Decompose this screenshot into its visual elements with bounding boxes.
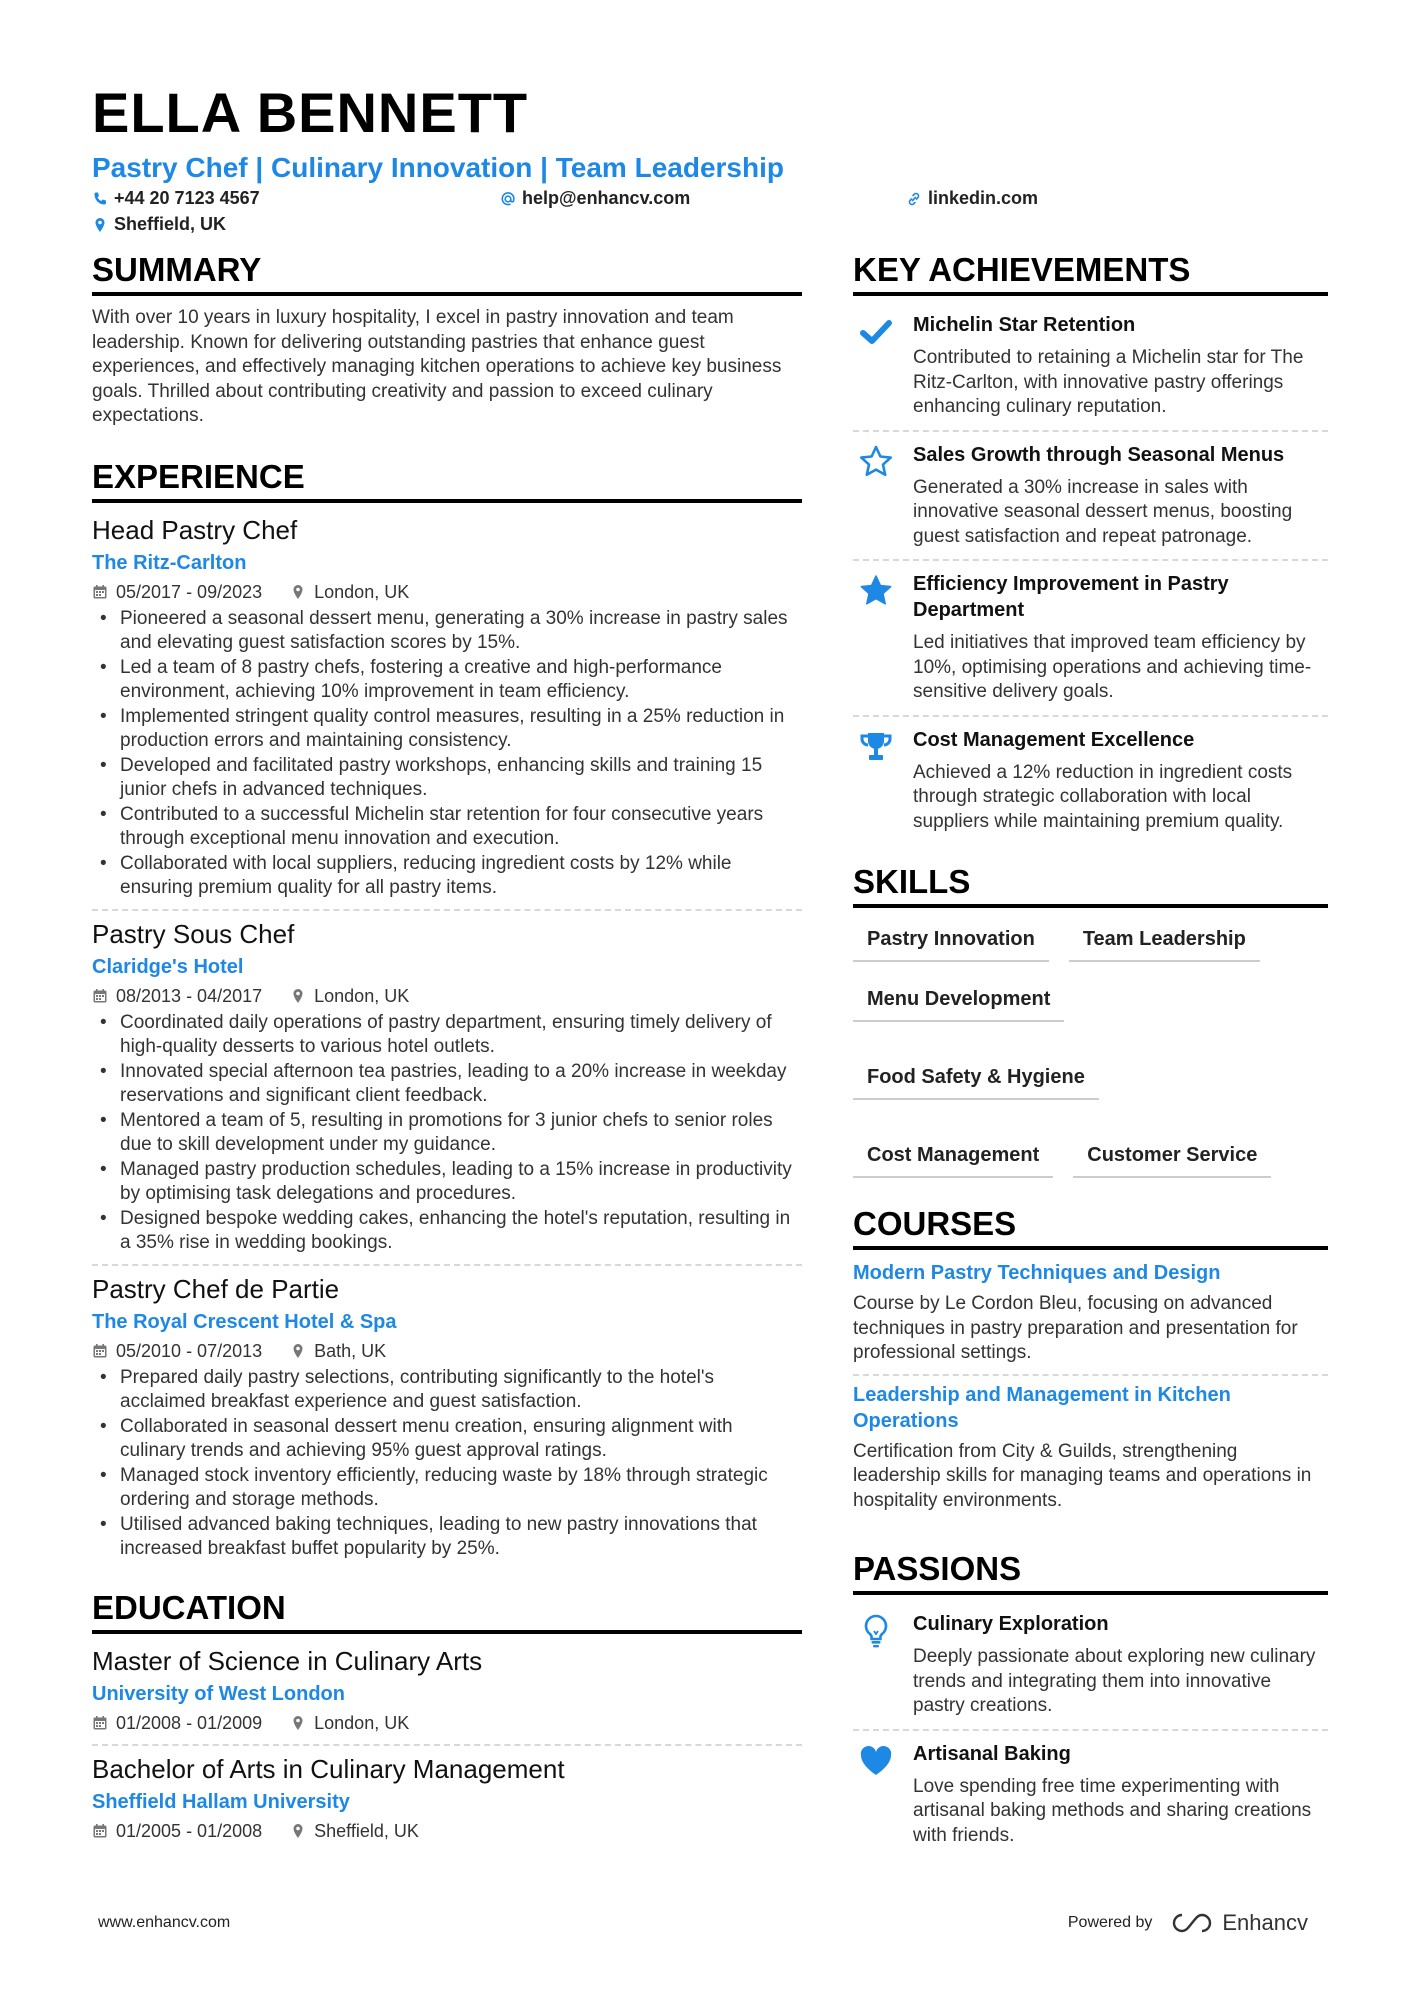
job-location <box>290 579 409 605</box>
divider <box>853 430 1328 432</box>
bullet-item: • Led a team of 8 pastry chefs, fostering a creative and high-performance environment, achieving 10% improvement in team efficiency. <box>92 656 802 705</box>
achievement-title: Efficiency Improvement in Pastry Department <box>913 573 1229 621</box>
skill-tag: Menu Development <box>853 980 1064 1022</box>
courses-heading: COURSES <box>853 1204 1328 1250</box>
achievement-title: Cost Management Excellence <box>913 728 1195 751</box>
bullet-item: • Collaborated with local suppliers, reducing ingredient costs by 12% while ensuring premium quality for all pastry items. <box>92 852 802 901</box>
divider <box>92 1744 802 1746</box>
course-desc: Certification from City & Guilds, strengthening leadership skills for managing teams and operations in hospitality environments. <box>853 1440 1312 1511</box>
summary-text: With over 10 years in luxury hospitality, I excel in pastry innovation and team leadership. Known for delivering outstanding pastries that enhance guest experiences, and effectively managing kitchen operations to achieve key business goals. Thrilled about contributing creativity and passion to exceed culinary expectations. <box>92 307 782 426</box>
powered-by <box>1068 1910 1308 1936</box>
job-bullets <box>92 607 802 901</box>
skill-tag: Cost Management <box>853 1136 1053 1178</box>
education-dates <box>92 1710 262 1736</box>
email-text: help@enhancv.com <box>522 188 691 208</box>
experience-heading: EXPERIENCE <box>92 457 802 503</box>
location-pin-icon <box>92 217 108 233</box>
job-company: The Ritz-Carlton <box>92 551 247 574</box>
bullet-item: • Mentored a team of 5, resulting in promotions for 3 junior chefs to senior roles due to skill development under my guidance. <box>92 1109 802 1158</box>
job-company: The Royal Crescent Hotel & Spa <box>92 1310 397 1333</box>
achievement-desc: Led initiatives that improved team efficiency by 10%, optimising operations and achieving time-sensitive delivery goals. <box>913 632 1312 702</box>
job-entry <box>92 513 802 901</box>
course-desc: Course by Le Cordon Bleu, focusing on advanced techniques in pastry preparation and presentation for professional settings. <box>853 1293 1298 1363</box>
achievement-title: Sales Growth through Seasonal Menus <box>913 443 1285 466</box>
job-meta <box>92 983 802 1009</box>
linkedin-contact[interactable] <box>906 188 1038 209</box>
website-link[interactable]: www.enhancv.com <box>98 1914 231 1931</box>
job-dates <box>92 983 262 1009</box>
passion-title: Culinary Exploration <box>913 1613 1109 1635</box>
skills-heading: SKILLS <box>853 862 1328 908</box>
phone-contact <box>92 188 260 209</box>
star-filled-icon <box>858 573 894 609</box>
divider <box>853 1374 1328 1376</box>
education-meta <box>92 1818 802 1844</box>
job-dates-text: 05/2010 - 07/2013 <box>116 1340 263 1361</box>
education-entry <box>92 1752 802 1844</box>
trophy-icon <box>858 729 894 765</box>
location-pin-icon <box>290 1715 306 1731</box>
brand-logo[interactable] <box>1170 1910 1308 1936</box>
skills-list <box>853 920 1328 1178</box>
job-bullets <box>92 1366 802 1562</box>
school-name: Sheffield Hallam University <box>92 1790 350 1813</box>
achievement-desc: Contributed to retaining a Michelin star for The Ritz-Carlton, with innovative pastry offerings enhancing culinary reputation. <box>913 347 1304 417</box>
calendar-icon <box>92 988 108 1004</box>
skill-tag: Pastry Innovation <box>853 920 1049 962</box>
job-title: Head Pastry Chef <box>92 514 298 545</box>
education-entry <box>92 1644 802 1736</box>
job-entry <box>92 1272 802 1562</box>
passion-desc: Deeply passionate about exploring new culinary trends and integrating them into innovative pastry creations. <box>913 1646 1316 1716</box>
achievement-desc: Generated a 30% increase in sales with innovative seasonal dessert menus, boosting guest satisfaction and repeat patronage. <box>913 476 1293 547</box>
job-location <box>290 1338 386 1364</box>
achievement-item <box>853 436 1328 558</box>
passion-desc: Love spending free time experimenting with artisanal baking methods and sharing creations with friends. <box>913 1775 1312 1846</box>
location-pin-icon <box>290 584 306 600</box>
calendar-icon <box>92 1343 108 1359</box>
email-contact[interactable] <box>500 188 690 209</box>
location-contact <box>92 214 226 235</box>
star-outline-icon <box>858 444 894 480</box>
job-dates-text: 05/2017 - 09/2023 <box>116 581 263 602</box>
bullet-item: • Utilised advanced baking techniques, leading to new pastry innovations that increased breakfast buffet popularity by 25%. <box>92 1513 802 1562</box>
course-title: Leadership and Management in Kitchen Operations <box>853 1383 1231 1432</box>
bullet-item: • Prepared daily pastry selections, contributing significantly to the hotel's acclaimed breakfast experience and guest satisfaction. <box>92 1366 802 1415</box>
education-heading: EDUCATION <box>92 1588 802 1634</box>
bullet-item: • Implemented stringent quality control measures, resulting in a 25% reduction in production errors and maintaining consistency. <box>92 705 802 754</box>
location-pin-icon <box>290 1823 306 1839</box>
enhancv-logo-icon <box>1170 1911 1216 1935</box>
right-column <box>853 250 1328 1856</box>
divider <box>853 1729 1328 1731</box>
degree-title: Bachelor of Arts in Culinary Management <box>92 1753 565 1784</box>
job-location-text: Bath, UK <box>314 1340 387 1361</box>
heart-icon <box>858 1743 894 1779</box>
at-icon <box>500 191 516 207</box>
location-pin-icon <box>290 988 306 1004</box>
education-location-text: Sheffield, UK <box>314 1820 419 1841</box>
job-meta <box>92 1338 802 1364</box>
achievement-item <box>853 565 1328 713</box>
passion-item <box>853 1605 1328 1727</box>
achievement-title: Michelin Star Retention <box>913 314 1136 336</box>
school-name: University of West London <box>92 1682 345 1705</box>
degree-title: Master of Science in Culinary Arts <box>92 1645 483 1676</box>
phone-icon <box>92 191 108 207</box>
phone-text: +44 20 7123 4567 <box>114 188 260 208</box>
bullet-item: • Coordinated daily operations of pastry department, ensuring timely delivery of high-quality desserts to various hotel outlets. <box>92 1011 802 1060</box>
job-entry <box>92 917 802 1256</box>
passion-title: Artisanal Baking <box>913 1742 1071 1765</box>
bullet-item: • Pioneered a seasonal dessert menu, generating a 30% increase in pastry sales and elevating guest satisfaction scores by 15%. <box>92 607 802 656</box>
achievements-heading: KEY ACHIEVEMENTS <box>853 250 1328 296</box>
summary-heading: SUMMARY <box>92 250 802 296</box>
job-company: Claridge's Hotel <box>92 955 244 978</box>
education-dates-text: 01/2005 - 01/2008 <box>116 1820 263 1841</box>
location-text: Sheffield, UK <box>114 214 227 234</box>
course-item <box>853 1382 1328 1514</box>
education-location <box>290 1710 409 1736</box>
bullet-item: • Designed bespoke wedding cakes, enhancing the hotel's reputation, resulting in a 35% rise in wedding bookings. <box>92 1207 802 1256</box>
left-column <box>92 250 802 1850</box>
bullet-item: • Managed stock inventory efficiently, reducing waste by 18% through strategic ordering and storage methods. <box>92 1464 802 1513</box>
page-footer <box>98 1910 1308 1940</box>
job-location <box>290 983 409 1009</box>
achievement-desc: Achieved a 12% reduction in ingredient costs through strategic collaboration with local suppliers while maintaining premium quality. <box>913 761 1293 832</box>
brand-name: Enhancv <box>1222 1910 1308 1935</box>
education-meta <box>92 1710 802 1736</box>
job-dates <box>92 579 262 605</box>
bullet-item: • Developed and facilitated pastry workshops, enhancing skills and training 15 junior chefs in advanced techniques. <box>92 754 802 803</box>
divider <box>853 559 1328 561</box>
skill-tag: Team Leadership <box>1069 920 1260 962</box>
job-title: Pastry Chef de Partie <box>92 1273 340 1304</box>
contact-info <box>92 188 1332 244</box>
passion-item <box>853 1735 1328 1857</box>
bullet-item: • Contributed to a successful Michelin star retention for four consecutive years through exceptional menu innovation and execution. <box>92 803 802 852</box>
education-location-text: London, UK <box>314 1712 410 1733</box>
job-location-text: London, UK <box>314 985 410 1006</box>
candidate-name: ELLA BENNETT <box>92 81 529 144</box>
location-pin-icon <box>290 1343 306 1359</box>
skill-tag: Customer Service <box>1073 1136 1271 1178</box>
lightbulb-icon <box>858 1613 894 1649</box>
calendar-icon <box>92 1823 108 1839</box>
job-bullets <box>92 1011 802 1256</box>
checkmark-icon <box>858 314 894 350</box>
education-dates-text: 01/2008 - 01/2009 <box>116 1712 263 1733</box>
job-location-text: London, UK <box>314 581 410 602</box>
divider <box>853 715 1328 717</box>
job-dates <box>92 1338 262 1364</box>
calendar-icon <box>92 1715 108 1731</box>
passions-heading: PASSIONS <box>853 1549 1328 1595</box>
job-meta <box>92 579 802 605</box>
link-icon <box>906 191 922 207</box>
achievement-item <box>853 306 1328 428</box>
divider <box>92 1264 802 1266</box>
achievement-item <box>853 721 1328 843</box>
education-dates <box>92 1818 262 1844</box>
education-location <box>290 1818 419 1844</box>
bullet-item: • Collaborated in seasonal dessert menu creation, ensuring alignment with culinary trends and achieving 95% guest approval ratings. <box>92 1415 802 1464</box>
course-item <box>853 1260 1328 1366</box>
course-title: Modern Pastry Techniques and Design <box>853 1262 1221 1284</box>
powered-by-text: Powered by <box>1067 1914 1153 1931</box>
job-title: Pastry Sous Chef <box>92 918 295 949</box>
divider <box>92 909 802 911</box>
resume-header <box>92 78 1332 244</box>
linkedin-text: linkedin.com <box>928 188 1039 208</box>
skill-tag: Food Safety & Hygiene <box>853 1058 1099 1100</box>
bullet-item: • Innovated special afternoon tea pastries, leading to a 20% increase in weekday reservations and significant client feedback. <box>92 1060 802 1109</box>
job-dates-text: 08/2013 - 04/2017 <box>116 985 263 1006</box>
bullet-item: • Managed pastry production schedules, leading to a 15% increase in productivity by optimising task delegations and procedures. <box>92 1158 802 1207</box>
candidate-title: Pastry Chef | Culinary Innovation | Team Leadership <box>92 152 784 183</box>
calendar-icon <box>92 584 108 600</box>
